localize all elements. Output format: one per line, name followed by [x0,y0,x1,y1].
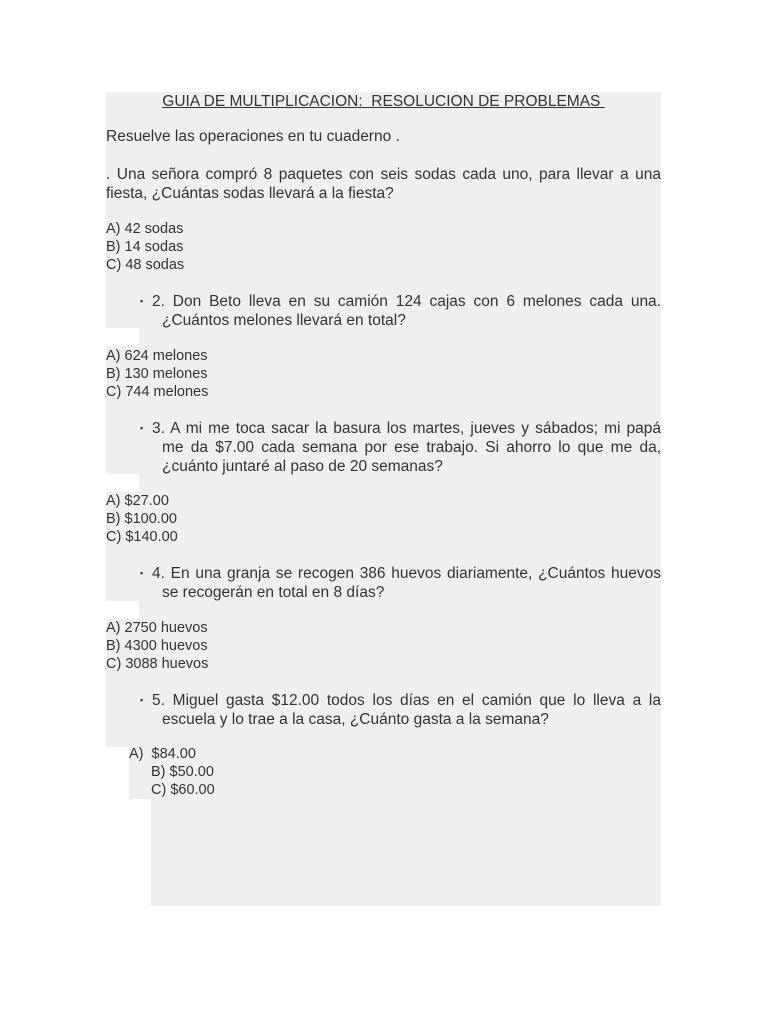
option-b: B) 4300 huevos [106,638,208,654]
question-3 [140,419,661,476]
option-c: C) $60.00 [151,782,215,798]
option-b: B) 130 melones [106,366,208,382]
question-3-text: 3. A mi me toca sacar la basura los martes, jueves y sábados; mi papá me da $7.00 cada semana por ese trabajo. Si ahorro lo que me da, ¿cuánto juntaré al paso de 20 semanas? [152,420,661,475]
question-1-options [106,220,184,274]
bullet-icon: ▪ [140,296,144,306]
option-a: A) 42 sodas [106,221,184,237]
question-5-option-a: A) $84.00 [129,746,196,762]
option-c: C) 3088 huevos [106,656,209,672]
question-4-text: 4. En una granja se recogen 386 huevos diariamente, ¿Cuántos huevos se recogerán en total en 8 días? [152,565,661,601]
option-c: C) 48 sodas [106,257,185,273]
question-3-options [106,492,178,546]
question-2 [140,292,661,330]
question-4-options [106,619,208,673]
option-a: A) 624 melones [106,348,208,364]
bullet-icon: ▪ [140,695,144,705]
option-a: A) $27.00 [106,493,169,509]
option-b: B) $100.00 [106,511,177,527]
page-shade-q4 [139,601,661,619]
page-shade-bottom [151,799,661,906]
option-c: C) $140.00 [106,529,178,545]
page-shade-q2 [139,328,661,346]
bullet-icon: ▪ [140,423,144,433]
question-4 [140,564,661,602]
question-1-text: . Una señora compró 8 paquetes con seis sodas cada uno, para llevar a una fiesta, ¿Cuántas sodas llevará a la fiesta? [106,166,661,202]
page-title: GUIA DE MULTIPLICACION: RESOLUCION DE PROBLEMAS [162,93,605,110]
option-a: A) 2750 huevos [106,620,208,636]
bullet-icon: ▪ [140,568,144,578]
option-c: C) 744 melones [106,384,209,400]
instructions: Resuelve las operaciones en tu cuaderno . [106,128,400,145]
option-b: B) 14 sodas [106,239,184,255]
question-5-options [151,763,215,799]
question-5 [140,691,661,729]
option-b: B) $50.00 [151,764,214,780]
question-2-text: 2. Don Beto lleva en su camión 124 cajas con 6 melones cada una. ¿Cuántos melones llevará en total? [152,293,661,329]
page-shade-q3 [139,474,661,492]
question-2-options [106,347,208,401]
question-5-text: 5. Miguel gasta $12.00 todos los días en el camión que lo lleva a la escuela y lo trae a la casa, ¿Cuánto gasta a la semana? [152,692,661,728]
